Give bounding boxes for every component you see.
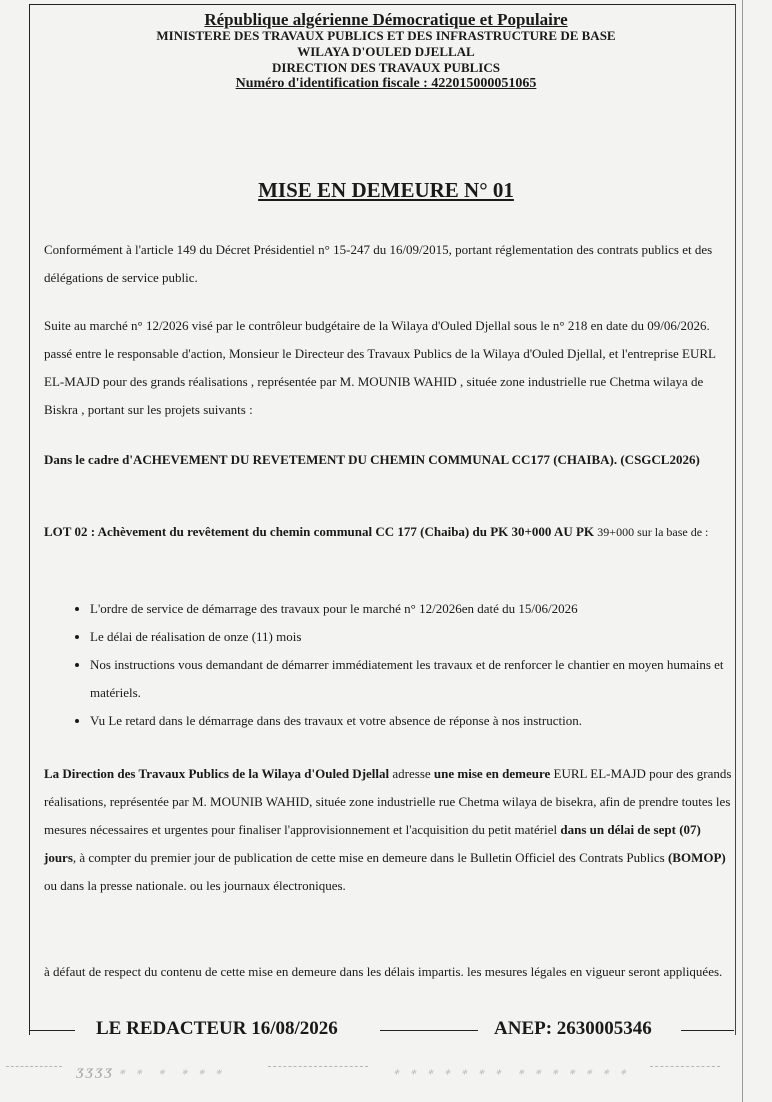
bomop-text: (BOMOP) (667, 850, 726, 865)
text-span: adresse (389, 766, 434, 781)
paragraph-lot (44, 518, 732, 546)
text-span: EURL EL-MAJD pour des grands réalisations, représentée par M. MOUNIB WAHID, située zone industrielle rue Chetma wilaya de bisekra, afin de prendre toutes les mesures nécessaires et urgentes pour finaliser l'approvisionnement et l'acquisition du petit matériel (44, 766, 732, 837)
text-span: , à compter du premier jour de publication de cette mise en demeure dans le Bulletin Officiel des Contrats Publics (72, 850, 668, 865)
footer-rule-left (29, 1030, 75, 1031)
bleed-dashes (268, 1066, 368, 1068)
paragraph-contract: Suite au marché n° 12/2026 visé par le contrôleur budgétaire de la Wilaya d'Ouled Djellal sous le n° 218 en date du 09/06/2026. passé entre le responsable d'action, Monsieur le Directeur des Travaux Publics de la Wilaya d'Ouled Djellal, et l'entreprise EURL EL-MAJD pour des grands réalisations , représentée par M. MOUNIB WAHID , située zone industrielle rue Chetma wilaya de Biskra , portant sur les projets suivants : (44, 318, 716, 417)
notice-text: une mise en demeure (433, 766, 551, 781)
deadline-text: dans un délai de sept (07) jours (44, 822, 701, 865)
bleed-through-text: ӠӠӠӠ﹡﹡ ﹡ ﹡﹡﹡ (76, 1066, 228, 1082)
footer-redacteur: LE REDACTEUR 16/08/2026 (96, 1018, 338, 1039)
header-wilaya: WILAYA D'OULED DJELLAL (297, 44, 475, 59)
header-ministry: MINISTERE DES TRAVAUX PUBLICS ET DES INFRASTRUCTURE DE BASE (156, 28, 616, 43)
paragraph-decree: Conformément à l'article 149 du Décret Présidentiel n° 15-247 du 16/09/2015, portant réglementation des contrats publics et des délégations de service public. (44, 242, 713, 285)
header-republic: République algérienne Démocratique et Populaire (204, 10, 568, 29)
header-direction: DIRECTION DES TRAVAUX PUBLICS (272, 60, 500, 75)
footer-rule-middle (380, 1030, 478, 1031)
scan-edge-line (742, 0, 743, 1102)
footer-anep: ANEP: 2630005346 (494, 1018, 652, 1039)
issuer-text: La Direction des Travaux Publics de la Wilaya d'Ouled Djellal (44, 766, 390, 781)
bleed-through-text: ﹡﹡﹡﹡﹡﹡﹡ ﹡﹡﹡﹡﹡﹡﹡ (388, 1066, 632, 1082)
paragraph-formal-notice (44, 760, 732, 900)
bleed-dashes (650, 1066, 720, 1068)
text-span: ou dans la presse nationale. ou les journaux électroniques. (44, 878, 346, 893)
document-header (0, 12, 772, 92)
list-item: • Le délai de réalisation de onze (11) mois (90, 623, 740, 651)
bleed-dashes (6, 1066, 62, 1068)
bullet-list (44, 595, 740, 735)
lot-rest: 39+000 sur la base de : (597, 525, 709, 539)
lot-title: LOT 02 : Achèvement du revêtement du chemin communal CC 177 (Chaiba) du PK 30+000 AU PK (44, 524, 595, 539)
list-item: • Vu Le retard dans le démarrage dans des travaux et votre absence de réponse à nos instruction. (90, 707, 740, 735)
paragraph-consequences: à défaut de respect du contenu de cette mise en demeure dans les délais impartis. les mesures légales en vigueur seront appliquées. (44, 964, 723, 979)
list-item: • L'ordre de service de démarrage des travaux pour le marché n° 12/2026en daté du 15/06/2026 (90, 595, 740, 623)
document-title: MISE EN DEMEURE N° 01 (258, 178, 514, 202)
list-item: • Nos instructions vous demandant de démarrer immédiatement les travaux et de renforcer le chantier en moyen humains et matériels. (90, 651, 740, 707)
header-fiscal-id: Numéro d'identification fiscale : 422015000051065 (235, 76, 537, 91)
paragraph-project: Dans le cadre d'ACHEVEMENT DU REVETEMENT DU CHEMIN COMMUNAL CC177 (CHAIBA). (CSGCL2026) (44, 452, 700, 467)
footer-rule-right (681, 1030, 734, 1031)
